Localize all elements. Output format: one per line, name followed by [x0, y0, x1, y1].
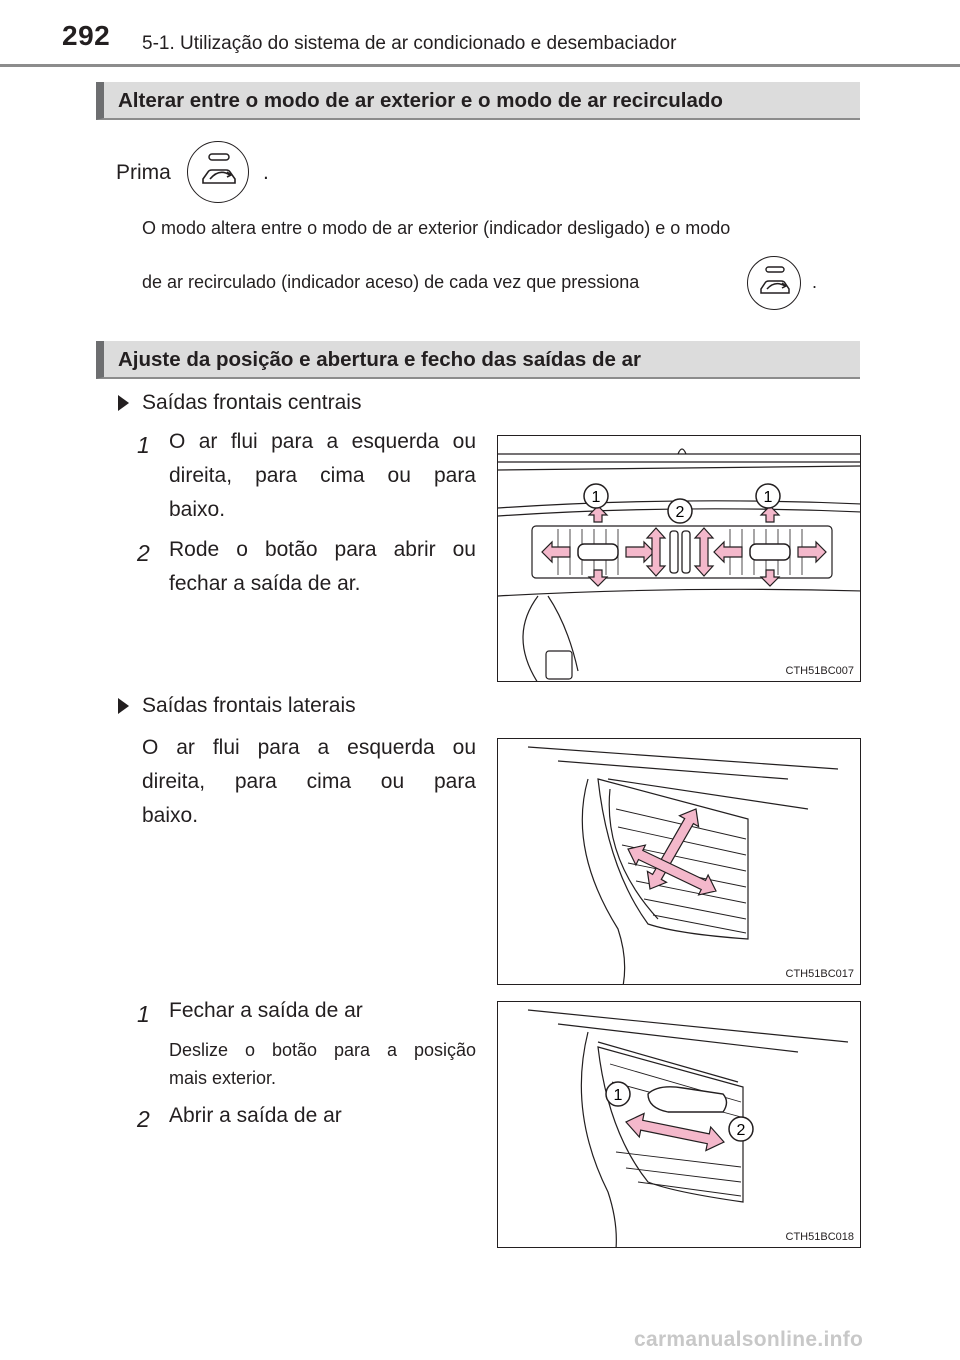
page-number: 292 — [62, 20, 111, 51]
central-step1-line2: direita, para cima ou para — [169, 464, 476, 487]
lateral-line3: baixo. — [142, 804, 199, 827]
recirculation-button-icon — [187, 141, 249, 203]
recirculation-button-icon-inline — [747, 256, 801, 310]
close-vent-title: Fechar a saída de ar — [169, 999, 363, 1022]
lateral-vents-illustration — [498, 739, 861, 985]
figure-lateral-vents — [497, 738, 861, 985]
step-number-1: 1 — [137, 1001, 150, 1027]
arrow-rotate-right — [695, 528, 713, 576]
callout-group — [584, 484, 780, 523]
figure-code: CTH51BC018 — [785, 1231, 854, 1243]
bullet-triangle-icon — [118, 395, 129, 411]
arrow-slide — [626, 1113, 724, 1150]
vent-knob-illustration — [498, 1002, 861, 1248]
lateral-line2: direita, para cima ou para — [142, 770, 476, 793]
mode-note-line2: de ar recirculado (indicador aceso) de cada vez que pressiona — [142, 272, 640, 292]
step-number-1: 1 — [137, 432, 150, 458]
central-step2-line2: fechar a saída de ar. — [169, 572, 361, 595]
central-vents-heading: Saídas frontais centrais — [142, 391, 362, 414]
callout-1-right: 1 — [763, 489, 773, 506]
callout-1: 1 — [613, 1087, 623, 1104]
section-heading-air-mode — [96, 82, 860, 120]
arrow-left-left — [542, 542, 570, 562]
callout-2: 2 — [675, 504, 685, 521]
section-heading-text: Ajuste da posição e abertura e fecho das saídas de ar — [118, 348, 641, 371]
arrow-down-left — [589, 570, 607, 586]
mode-note-line1: O modo altera entre o modo de ar exterior (indicador desligado) e o modo — [142, 218, 731, 238]
lateral-vents-heading: Saídas frontais laterais — [142, 694, 356, 717]
header-rule — [0, 64, 960, 67]
step-number-2: 2 — [137, 1106, 150, 1132]
callout-2: 2 — [736, 1122, 746, 1139]
figure-code: CTH51BC007 — [785, 665, 854, 677]
central-step1-line1: O ar flui para a esquerda ou — [169, 430, 476, 453]
press-label: Prima — [116, 161, 171, 184]
central-vents-illustration — [498, 436, 861, 682]
running-head: 5-1. Utilização do sistema de ar condicionado e desembaciador — [142, 33, 677, 54]
figure-code: CTH51BC017 — [785, 968, 854, 980]
callout-1-left: 1 — [591, 489, 601, 506]
section-heading-vents — [96, 341, 860, 379]
close-vent-note-line2: mais exterior. — [169, 1068, 277, 1088]
step-number-2: 2 — [137, 540, 150, 566]
central-step2-line1: Rode o botão para abrir ou — [169, 538, 476, 561]
arrow-right-left — [626, 542, 654, 562]
central-step1-line3: baixo. — [169, 498, 226, 521]
arrow-left-right — [714, 542, 742, 562]
lateral-line1: O ar flui para a esquerda ou — [142, 736, 476, 759]
close-vent-note-line1: Deslize o botão para a posição — [169, 1040, 476, 1060]
figure-vent-knob — [497, 1001, 861, 1248]
open-vent-title: Abrir a saída de ar — [169, 1104, 342, 1127]
figure-central-vents — [497, 435, 861, 682]
watermark: carmanualsonline.info — [634, 1328, 864, 1351]
arrow-down-right — [761, 570, 779, 586]
mode-note-period: . — [812, 272, 818, 292]
section-heading-text: Alterar entre o modo de ar exterior e o modo de ar recirculado — [118, 89, 723, 112]
bullet-triangle-icon — [118, 698, 129, 714]
press-period: . — [263, 161, 269, 184]
